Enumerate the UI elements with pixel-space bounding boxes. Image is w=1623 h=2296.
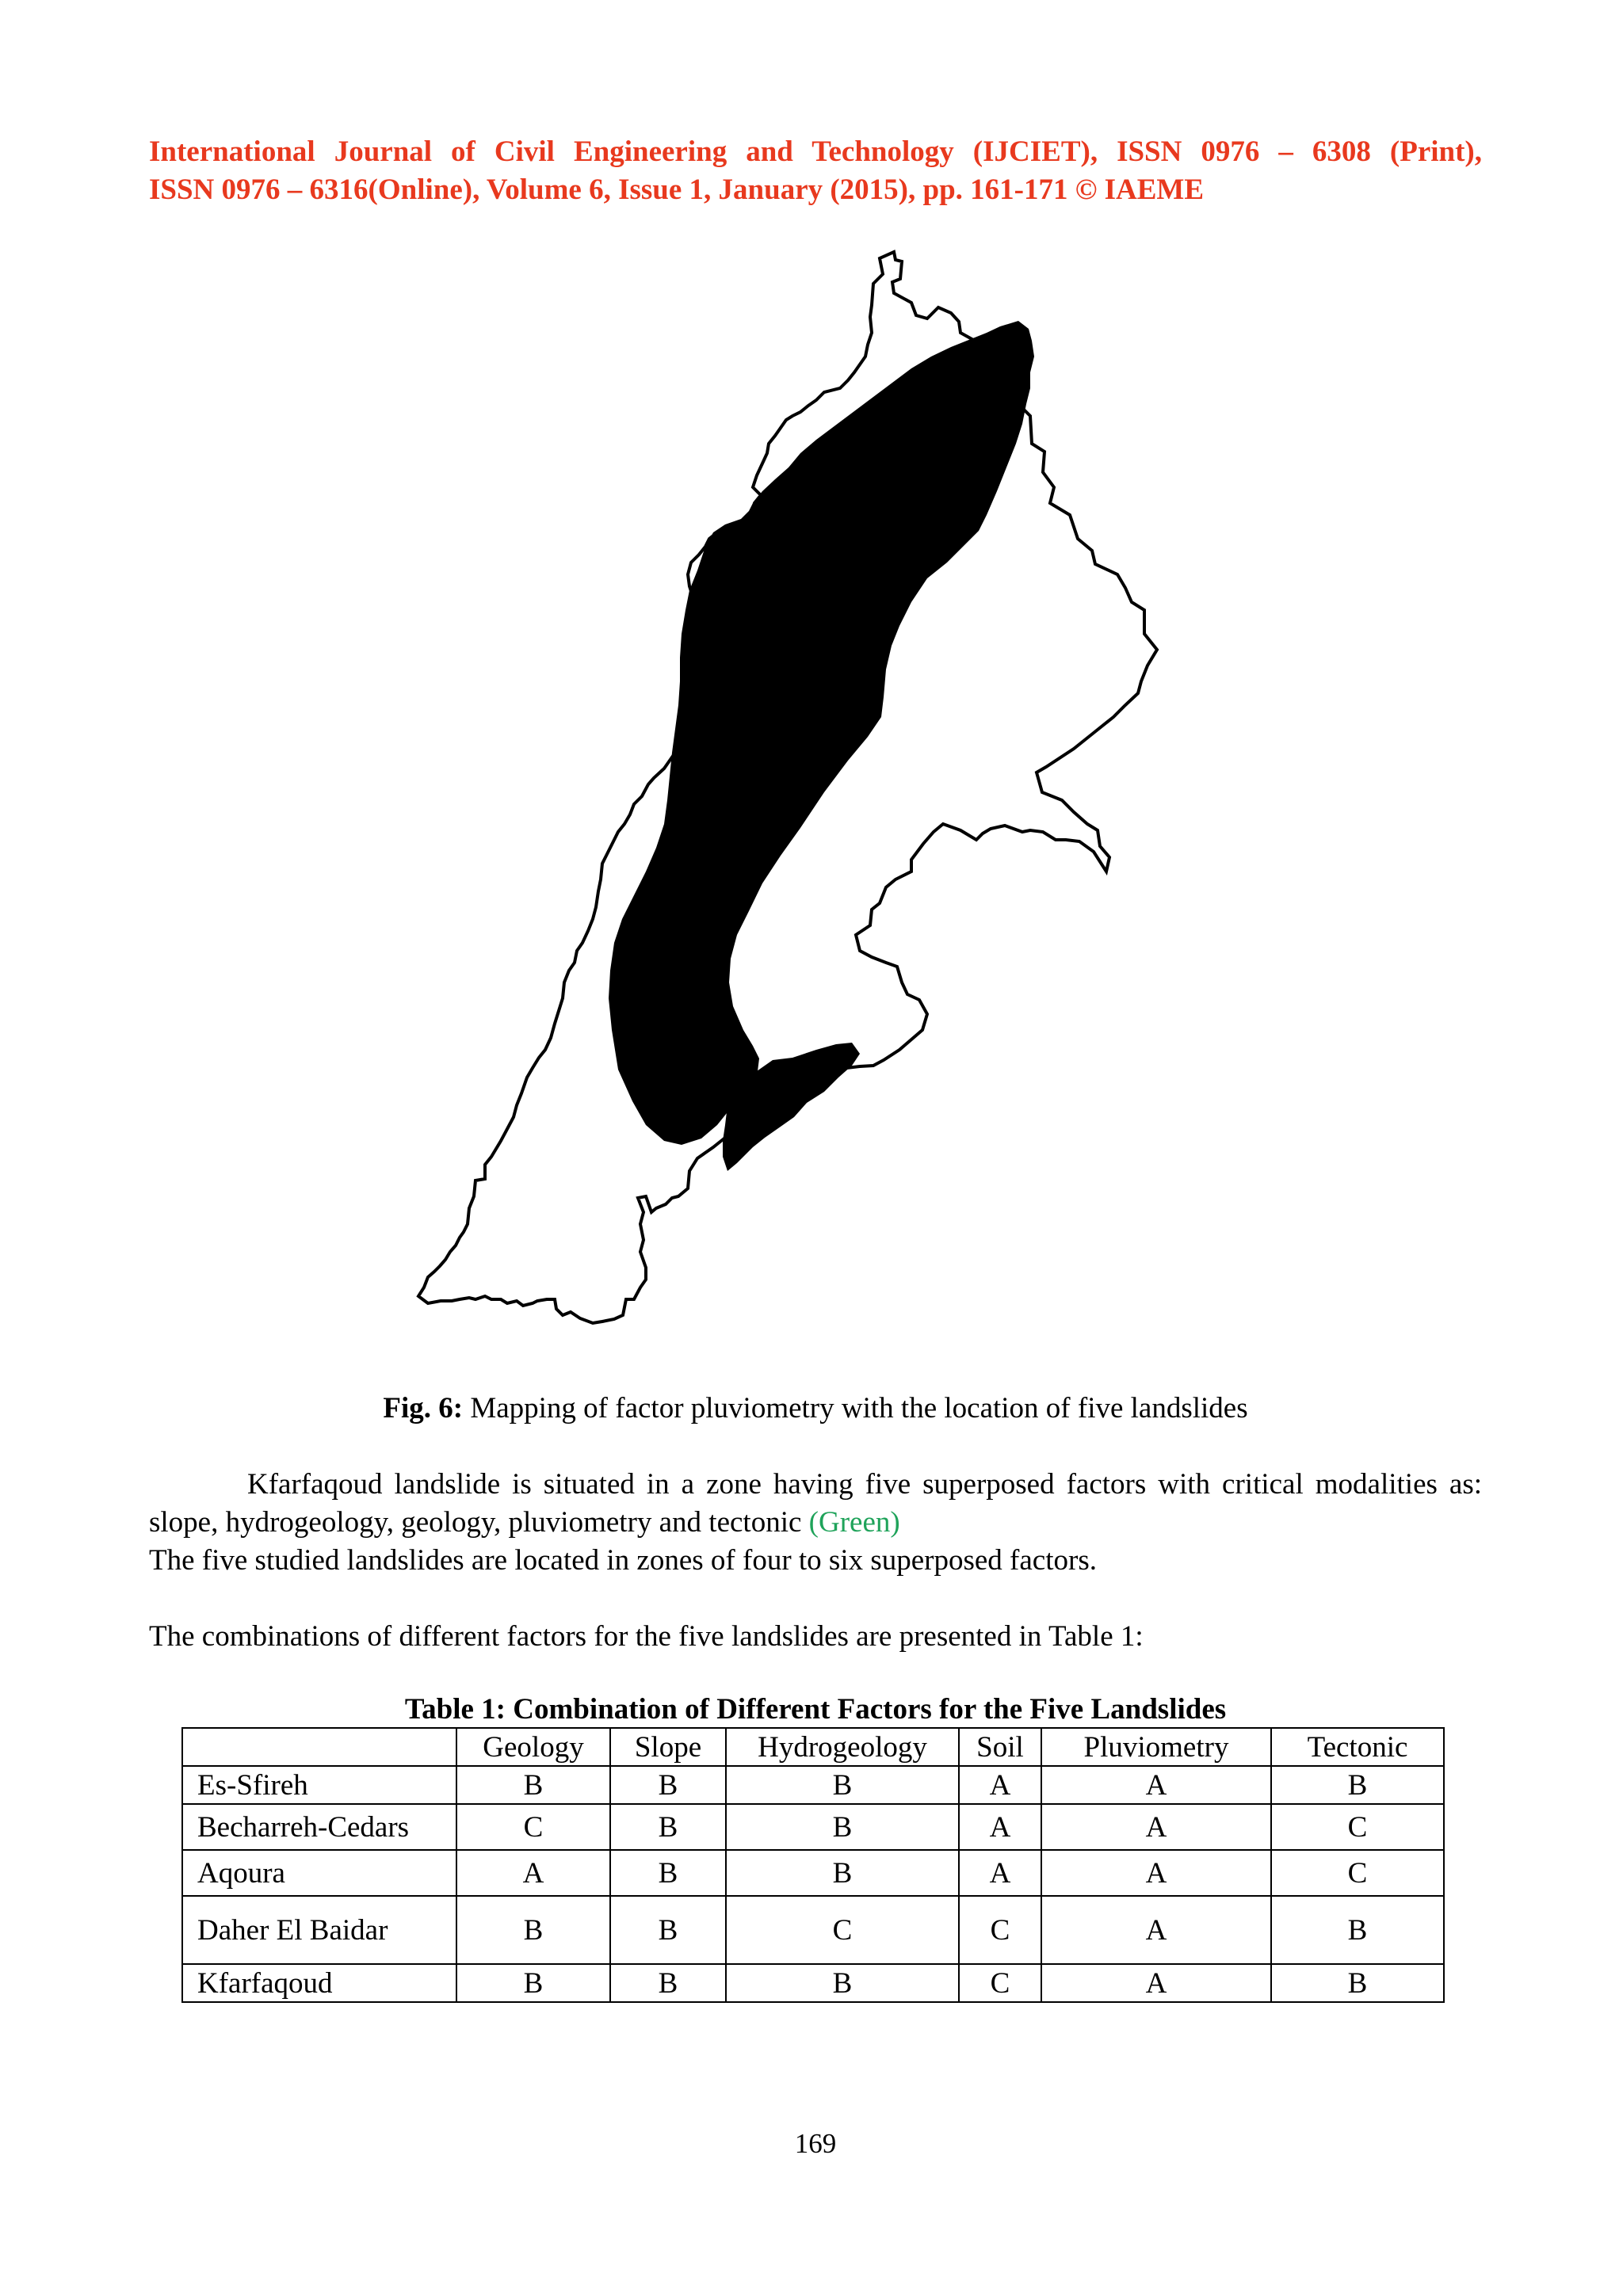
table-header-cell: Hydrogeology	[726, 1728, 959, 1766]
table-row	[182, 1766, 1444, 1804]
figure-caption	[149, 1390, 1482, 1428]
table-cell: C	[959, 1964, 1041, 2002]
table-cell: Becharreh-Cedars	[182, 1804, 456, 1850]
table-cell: Kfarfaqoud	[182, 1964, 456, 2002]
paragraph-kfarfaqoud	[149, 1466, 1482, 1542]
table-header-row	[182, 1728, 1444, 1766]
paragraph-kfarfaqoud-text: Kfarfaqoud landslide is situated in a zone having five superposed factors with critical modalities as: slope, hydrogeology, geology, pluviometry and tectonic	[149, 1468, 1482, 1539]
table-cell: B	[1271, 1766, 1444, 1804]
table-cell: B	[610, 1850, 726, 1896]
table-header-cell: Geology	[456, 1728, 610, 1766]
figure-caption-label: Fig. 6:	[383, 1392, 464, 1425]
table-cell: A	[959, 1850, 1041, 1896]
table-title: Table 1: Combination of Different Factors for the Five Landslides	[404, 1693, 1227, 1726]
table-cell: B	[456, 1964, 610, 2002]
table-cell: A	[1041, 1850, 1271, 1896]
paragraph-table-intro: The combinations of different factors for the five landslides are presented in Table 1:	[149, 1620, 1144, 1653]
table-cell: C	[959, 1896, 1041, 1964]
journal-header	[149, 133, 1482, 209]
pluviometry-map	[404, 250, 1228, 1339]
table-cell: A	[959, 1804, 1041, 1850]
table-cell: Es-Sfireh	[182, 1766, 456, 1804]
table-cell: B	[726, 1964, 959, 2002]
table-cell: B	[456, 1896, 610, 1964]
page-number: 169	[794, 2128, 837, 2159]
table-header-cell	[182, 1728, 456, 1766]
table-cell: B	[610, 1896, 726, 1964]
table-cell: B	[456, 1766, 610, 1804]
table-row	[182, 1850, 1444, 1896]
table-cell: B	[726, 1804, 959, 1850]
table-cell: B	[1271, 1896, 1444, 1964]
journal-header-line-1: International Journal of Civil Engineering and Technology (IJCIET), ISSN 0976 – 6308 (Print),	[149, 135, 1482, 168]
paragraph-superposed-factors: The five studied landslides are located in zones of four to six superposed factors.	[149, 1544, 1097, 1577]
table-header-cell: Tectonic	[1271, 1728, 1444, 1766]
table-cell: B	[610, 1804, 726, 1850]
journal-header-line-2: ISSN 0976 – 6316(Online), Volume 6, Issue 1, January (2015), pp. 161-171 © IAEME	[149, 174, 1205, 206]
table-cell: C	[1271, 1850, 1444, 1896]
table-cell: B	[1271, 1964, 1444, 2002]
figure-caption-text: Mapping of factor pluviometry with the location of five landslides	[463, 1392, 1248, 1425]
table-cell: C	[456, 1804, 610, 1850]
green-note: (Green)	[808, 1506, 900, 1539]
table-cell: A	[1041, 1804, 1271, 1850]
table-row	[182, 1896, 1444, 1964]
table-header-cell: Pluviometry	[1041, 1728, 1271, 1766]
factors-table	[181, 1727, 1445, 2003]
table-cell: Aqoura	[182, 1850, 456, 1896]
table-cell: A	[456, 1850, 610, 1896]
table-header-cell: Slope	[610, 1728, 726, 1766]
table-cell: B	[726, 1850, 959, 1896]
table-cell: A	[1041, 1964, 1271, 2002]
table-header-cell: Soil	[959, 1728, 1041, 1766]
table-cell: Daher El Baidar	[182, 1896, 456, 1964]
table-cell: A	[959, 1766, 1041, 1804]
table-cell: C	[726, 1896, 959, 1964]
table-row	[182, 1804, 1444, 1850]
table-cell: A	[1041, 1766, 1271, 1804]
table-cell: B	[726, 1766, 959, 1804]
table-cell: B	[610, 1766, 726, 1804]
table-cell: A	[1041, 1896, 1271, 1964]
table-cell: C	[1271, 1804, 1444, 1850]
table-cell: B	[610, 1964, 726, 2002]
table-row	[182, 1964, 1444, 2002]
